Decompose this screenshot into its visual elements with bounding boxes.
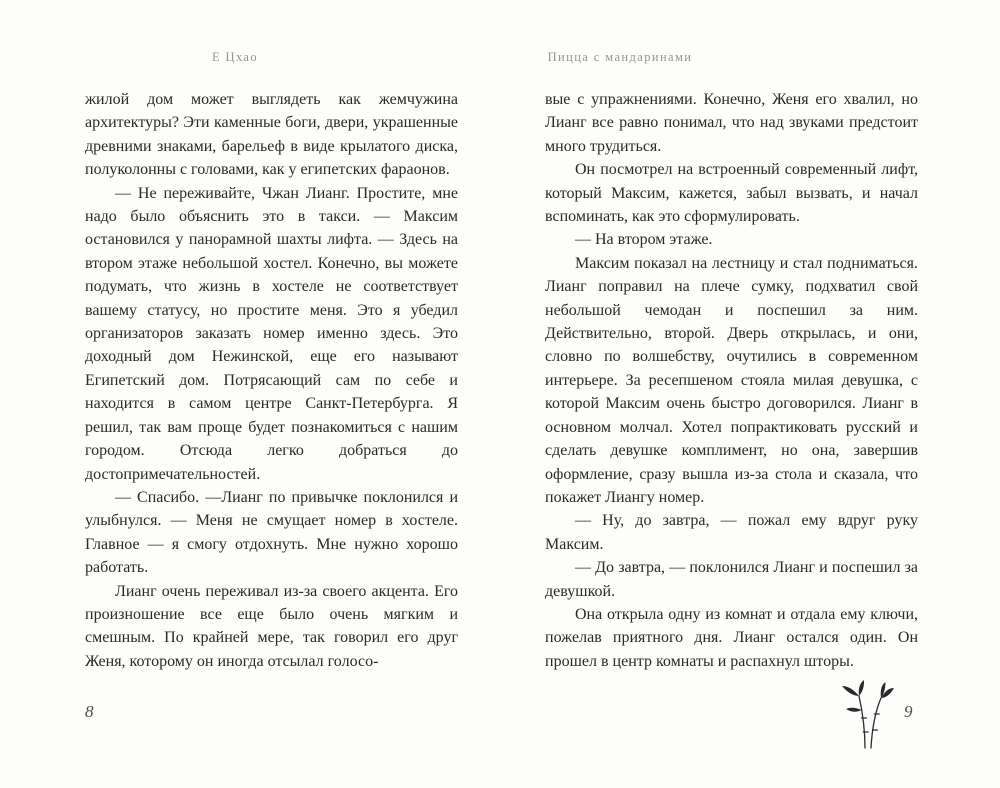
paragraph: Она открыла одну из комнат и отдала ему ключи, пожелав приятного дня. Лианг остался один. Он прошел в центр комнаты и распахнул шторы. (545, 605, 918, 670)
right-running-head: Пицца с мандаринами (547, 50, 693, 64)
paragraph: — На втором этаже. (575, 231, 713, 249)
paragraph: Максим показал на лестницу и стал подниматься. Лианг поправил на плече сумку, подхватил свой небольшой чемодан и поспешил за ним. Действительно, второй. Дверь открылась, и они, словно по волшебству, очутились в современном интерьере. За ресепшеном стояла милая девушка, с которой Максим очень быстро договорился. Лианг в основном молчал. Хотел попрактиковать русский и сделать девушке комплимент, но она, завершив оформление, сразу вышла из-за стола и сказала, что покажет Лиангу номер. (545, 254, 918, 506)
paragraph: Лианг очень переживал из-за своего акцента. Его произношение все еще было очень мягким и смешным. По крайней мере, так говорил его друг Женя, которому он иногда отсылал голосо- (85, 582, 458, 670)
paragraph: — До завтра, — поклонился Лианг и поспешил за девушкой. (545, 559, 918, 600)
bamboo-illustration-icon (840, 680, 894, 750)
left-page-number: 8 (85, 702, 94, 721)
paragraph: — Ну, до завтра, — пожал ему вдруг руку Максим. (545, 512, 918, 553)
paragraph: вые с упражнениями. Конечно, Женя его хвалил, но Лианг все равно понимал, что над звуками предстоит много трудиться. (545, 91, 918, 155)
left-page-text (85, 88, 458, 673)
paragraph: жилой дом может выглядеть как жемчужина архитектуры? Эти каменные боги, двери, украшенные древними знаками, барельеф в виде крылатого диска, полуколонны с головами, как у египетских фараонов. (85, 91, 458, 179)
left-running-head: Е Цхао (211, 50, 259, 64)
paragraph: — Спасибо. —Лианг по привычке поклонился и улыбнулся. — Меня не смущает номер в хостеле. Главное — я смогу отдохнуть. Мне нужно хорошо работать. (85, 488, 458, 577)
paragraph: Он посмотрел на встроенный современный лифт, который Максим, кажется, забыл вызвать, и начал вспоминать, как это сформулировать. (545, 161, 918, 226)
right-page-number: 9 (904, 702, 913, 721)
right-page (500, 0, 1000, 788)
paragraph: — Не переживайте, Чжан Лианг. Простите, мне надо было объяснить это в такси. — Максим остановился у панорамной шахты лифта. — Здесь на втором этаже небольшой хостел. Конечно, вы можете подумать, что жизнь в хостеле не соответствует вашему статусу, но простите меня. Это я убедил организаторов заказать номер именно здесь. Это доходный дом Нежинской, еще его называют Египетский дом. Потрясающий сам по себе и находится в самом центре Санкт-Петербурга. Я решил, так вам проще будет познакомиться с нашим городом. Отсюда легко добраться до достопримечательностей. (85, 184, 458, 483)
right-page-text (545, 88, 918, 673)
